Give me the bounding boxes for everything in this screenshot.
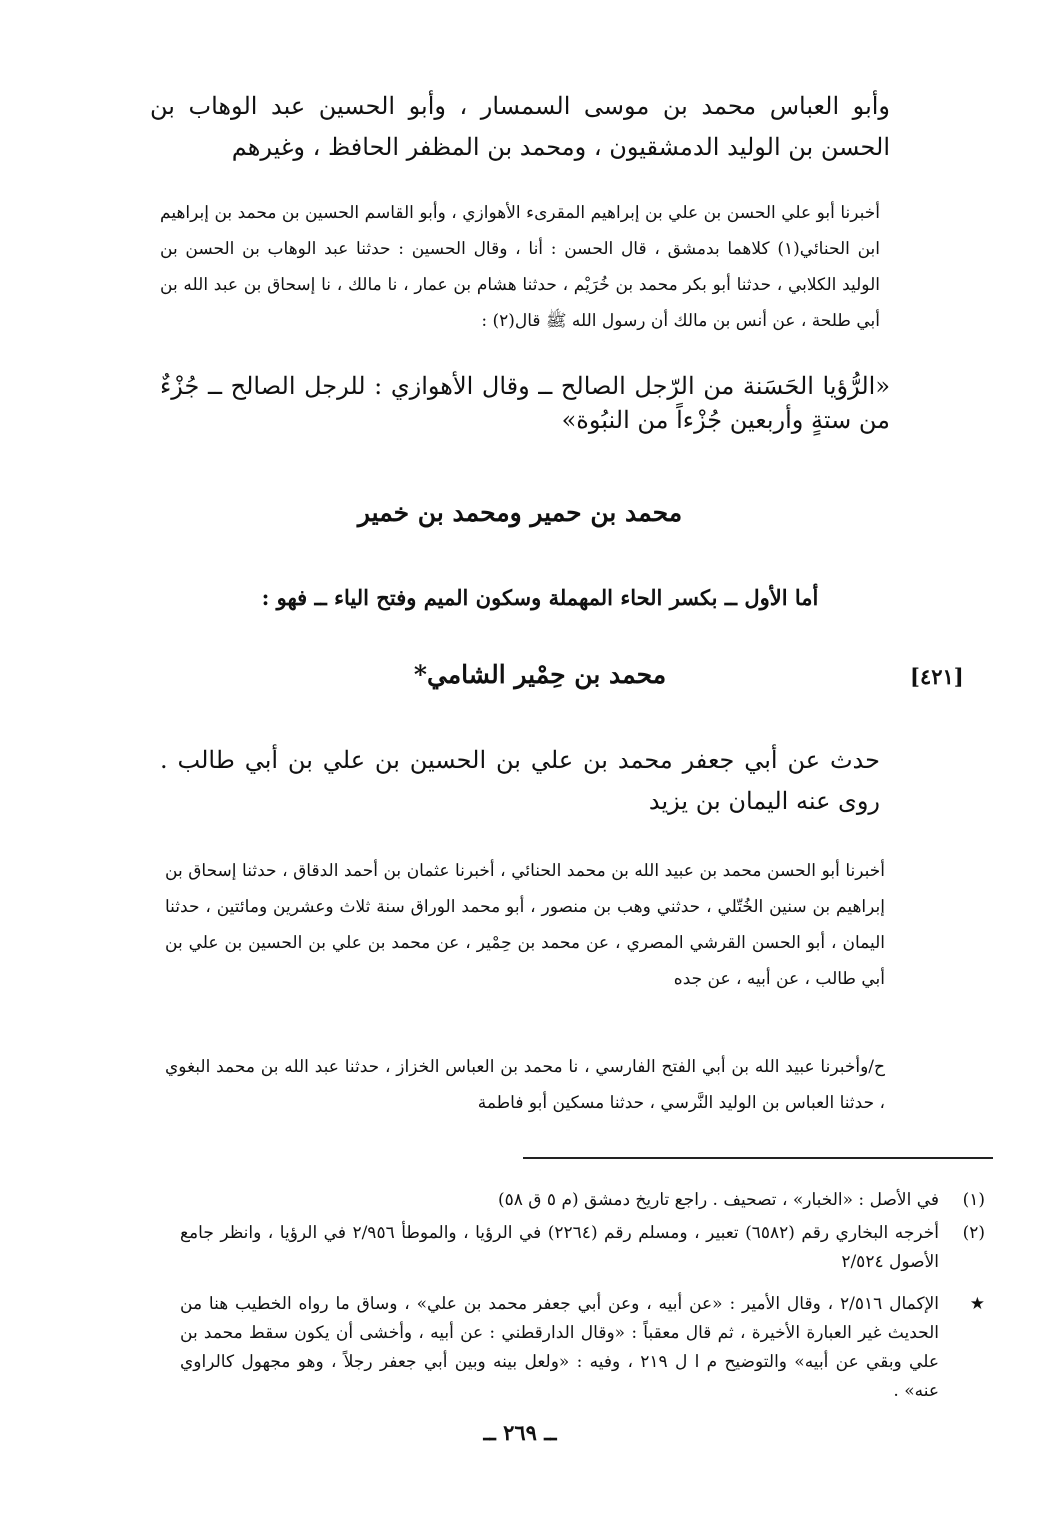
- section-heading: محمد بن حمير ومحمد بن خمير: [357, 498, 683, 527]
- footnote-divider: [523, 1157, 993, 1159]
- footnote-3: [180, 1290, 985, 1406]
- page-number: ــ ٢٦٩ ــ: [483, 1420, 557, 1445]
- isnad-paragraph-1: أخبرنا أبو علي الحسن بن علي بن إبراهيم المقرىء الأهوازي ، وأبو القاسم الحسين بن محمد بن إبراهيم ابن الحنائي(١) كلاهما بدمشق ، قال الحسن : أنا ، وقال الحسين : حدثنا عبد الوهاب بن الحسن بن الوليد الكلابي ، حدثنا أبو بكر محمد بن خُرَيْم ، حدثنا هشام بن عمار ، نا مالك ، نا إسحاق بن عبد الله بن أبي طلحة ، عن أنس بن مالك أن رسول الله ﷺ قال(٢) :: [160, 203, 880, 331]
- hadith-quote: «الرُّؤيا الحَسَنة من الرّجل الصالح ــ وقال الأهوازي : للرجل الصالح ــ جُزْءٌ من ستةٍ وأربعين جُزْءاً من النبُوة»: [160, 372, 890, 434]
- footnote-2: [180, 1219, 985, 1277]
- footnote-1: [190, 1186, 985, 1215]
- entry-title: محمد بن حِمْير الشامي*: [413, 660, 667, 689]
- isnad-paragraph-2: أخبرنا أبو الحسن محمد بن عبيد الله بن محمد الحنائي ، أخبرنا عثمان بن أحمد الدقاق ، حدثنا إسحاق بن إبراهيم بن سنين الخُتّلي ، حدثني وهب بن منصور ، أبو محمد الوراق سنة ثلاث وعشرين ومائتين ، حدثنا اليمان ، أبو الحسن القرشي المصري ، عن محمد بن حِمْير ، عن محمد بن علي بن الحسين بن علي بن أبي طالب ، عن أبيه ، عن جده: [165, 861, 885, 989]
- isnad-paragraph-3: ح/وأخبرنا عبيد الله بن أبي الفتح الفارسي ، نا محمد بن العباس الخزاز ، حدثنا عبد الله بن محمد البغوي ، حدثنا العباس بن الوليد النَّرسي ، حدثنا مسكين أبو فاطمة: [165, 1057, 885, 1113]
- footnote-1-marker: (١): [962, 1190, 985, 1210]
- footnote-3-marker: ★: [969, 1294, 985, 1314]
- footnote-2-marker: (٢): [962, 1223, 985, 1243]
- section-subheading: أما الأول ــ بكسر الحاء المهملة وسكون الميم وفتح الياء ــ فهو :: [261, 585, 819, 610]
- footnote-2-text: أخرجه البخاري رقم (٦٥٨٢) تعبير ، ومسلم رقم (٢٢٦٤) في الرؤيا ، والموطأ ٢/٩٥٦ في الرؤيا ، وانظر جامع الأصول ٢/٥٢٤: [180, 1223, 939, 1272]
- footnote-3-text: الإكمال ٢/٥١٦ ، وقال الأمير : «عن أبيه ، وعن أبي جعفر محمد بن علي» ، وساق ما رواه الخطيب هنا من الحديث غير العبارة الأخيرة ، ثم قال معقباً : «وقال الدارقطني : عن أبيه ، وأخشى أن يكون سقط محمد بن علي وبقي عن أبيه» والتوضيح م ا ل ٢١٩ ، وفيه : «ولعل بينه وبين أبي جعفر رجلاً ، وهو مجهول كالراوي عنه» .: [180, 1294, 939, 1401]
- intro-paragraph: وأبو العباس محمد بن موسى السمسار ، وأبو الحسين عبد الوهاب بن الحسن بن الوليد الدمشقيون ، ومحمد بن المظفر الحافظ ، وغيرهم: [150, 92, 890, 161]
- footnote-1-text: في الأصل : «الخبار» ، تصحيف . راجع تاريخ دمشق (م ٥ ق ٥٨): [498, 1190, 939, 1210]
- entry-body-paragraph: حدث عن أبي جعفر محمد بن علي بن الحسين بن علي بن أبي طالب . روى عنه اليمان بن يزيد: [160, 746, 880, 815]
- entry-number: [٤٢١]: [910, 664, 964, 689]
